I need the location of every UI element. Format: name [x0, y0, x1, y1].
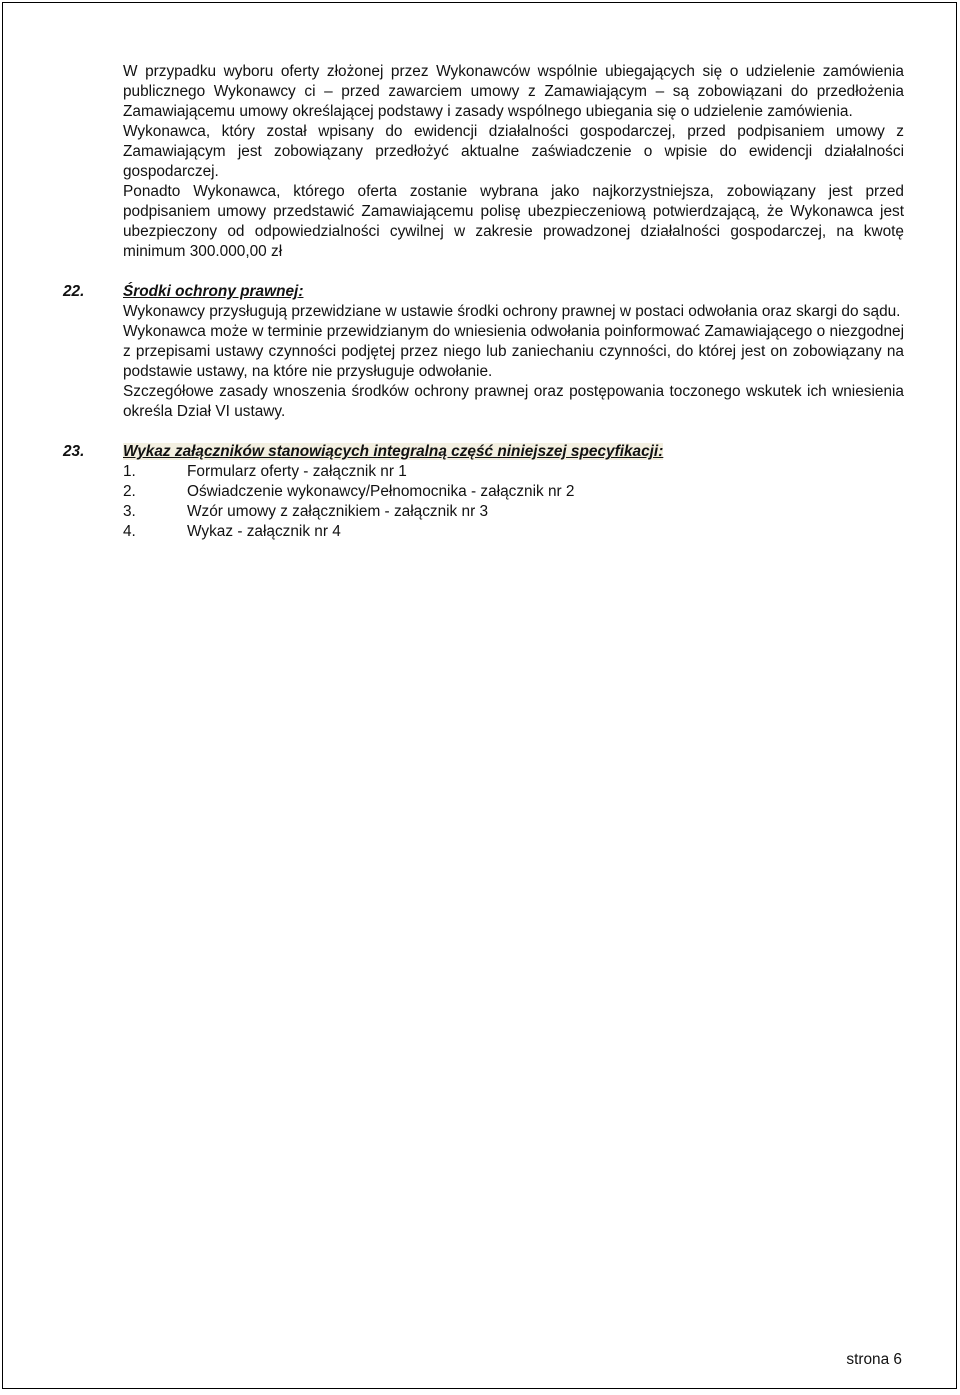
section-number: 23.: [63, 443, 85, 460]
document-page: [2, 2, 957, 1389]
page-content: [63, 62, 904, 542]
section-paragraph: Wykonawcy przysługują przewidziane w ustawie środki ochrony prawnej w postaci odwołania oraz skargi do sądu.: [123, 303, 901, 320]
paragraph-business-registry: Wykonawca, który został wpisany do ewidencji działalności gospodarczej, przed podpisaniem umowy z Zamawiającym jest zobowiązany przedłożyć aktualne zaświadczenie o wpisie do ewidencji działalności gospodarczej.: [123, 123, 904, 180]
section-paragraph: Szczegółowe zasady wnoszenia środków ochrony prawnej oraz postępowania toczonego wskutek ich wniesienia określa Dział VI ustawy.: [123, 383, 904, 420]
list-item: 4. Wykaz - załącznik nr 4: [123, 523, 341, 540]
section-22: [63, 282, 904, 422]
section-title: Środki ochrony prawnej:: [123, 283, 304, 300]
list-item: 3. Wzór umowy z załącznikiem - załącznik nr 3: [123, 503, 489, 520]
section-paragraph: Wykonawca może w terminie przewidzianym do wniesienia odwołania poinformować Zamawiającego o niezgodnej z przepisami ustawy czynności podjętej przez niego lub zaniechaniu czynności, do której jest on zobowiązany na podstawie ustawy, na które nie przysługuje odwołanie.: [123, 323, 904, 380]
section-number: 22.: [63, 283, 85, 300]
list-item: 1. Formularz oferty - załącznik nr 1: [123, 463, 407, 480]
list-item: 2. Oświadczenie wykonawcy/Pełnomocnika - załącznik nr 2: [123, 483, 575, 500]
paragraph-consortium-agreement: W przypadku wyboru oferty złożonej przez Wykonawców wspólnie ubiegających się o udzielenie zamówienia publicznego Wykonawcy ci – przed zawarciem umowy z Zamawiającym – są zobowiązani do przedłożenia Zamawiającemu umowy określającej podstawy i zasady wspólnego ubiegania się o udzielenie zamówienia.: [123, 63, 904, 120]
paragraph-insurance-policy: Ponadto Wykonawca, którego oferta zostanie wybrana jako najkorzystniejsza, zobowiązany jest przed podpisaniem umowy przedstawić Zamawiającemu polisę ubezpieczeniową potwierdzającą, że Wykonawca jest ubezpieczony od odpowiedzialności cywilnej w zakresie prowadzonej działalności gospodarczej, na kwotę minimum 300.000,00 zł: [123, 183, 904, 260]
section-23: [63, 442, 904, 542]
section-title: Wykaz załączników stanowiących integralną część niniejszej specyfikacji:: [123, 443, 664, 460]
attachments-list: [123, 462, 904, 542]
page-number: strona 6: [846, 1351, 902, 1368]
